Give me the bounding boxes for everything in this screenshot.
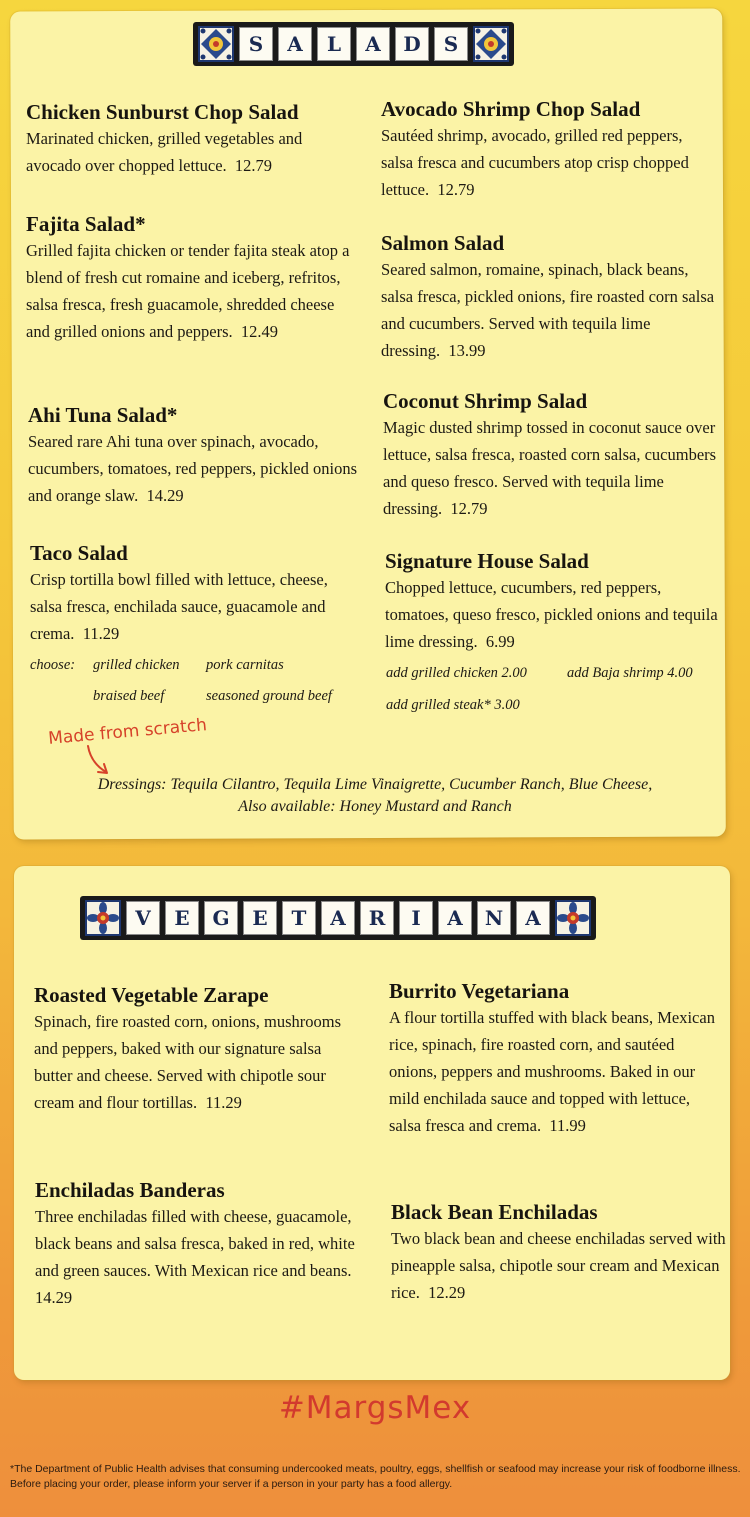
item-description: Seared salmon, romaine, spinach, black beans, salsa fresca, pickled onions, fire roasted corn salsa and cucumbers. Served with tequila lime dressing. 13.99 — [381, 260, 715, 360]
talavera-tile-icon — [555, 900, 591, 936]
made-from-scratch-note: Made from scratch — [47, 715, 208, 749]
heading-letter: A — [438, 901, 472, 935]
item-name: Enchiladas Banderas — [35, 1178, 225, 1202]
menu-item — [35, 1177, 365, 1311]
heading-letter: E — [165, 901, 199, 935]
dressings-also-available: Also available: Honey Mustard and Ranch — [238, 798, 512, 815]
item-description: A flour tortilla stuffed with black beans, Mexican rice, spinach, fire roasted corn, and sautéed onions, peppers and mushrooms. Baked in our mild enchilada sauce and topped with lettuce, salsa fresca and crema. 11.99 — [389, 1008, 715, 1135]
heading-letter: G — [204, 901, 238, 935]
menu-item — [26, 211, 356, 345]
item-price: 14.29 — [146, 486, 184, 505]
item-description: Sautéed shrimp, avocado, grilled red peppers, salsa fresca and cucumbers atop crisp chopped lettuce. 12.79 — [381, 126, 689, 199]
heading-letter: A — [356, 27, 390, 61]
item-name: Chicken Sunburst Chop Salad — [26, 100, 299, 124]
heading-letter: S — [239, 27, 273, 61]
item-description: Marinated chicken, grilled vegetables and avocado over chopped lettuce. 12.79 — [26, 129, 303, 175]
item-name: Fajita Salad* — [26, 212, 146, 236]
menu-item — [34, 982, 354, 1116]
item-name: Roasted Vegetable Zarape — [34, 983, 269, 1007]
hashtag: #MargsMex — [278, 1390, 472, 1426]
item-description: Two black bean and cheese enchiladas served with pineapple salsa, chipotle sour cream and Mexican rice. 12.29 — [391, 1229, 726, 1302]
talavera-tile-icon — [473, 26, 509, 62]
house-addon: add grilled steak* 3.00 — [386, 697, 520, 713]
heading-letter: A — [321, 901, 355, 935]
taco-option: grilled chicken — [93, 657, 180, 673]
taco-option: braised beef — [93, 688, 165, 704]
item-name: Black Bean Enchiladas — [391, 1200, 598, 1224]
heading-letter: S — [434, 27, 468, 61]
salads-heading-banner — [193, 22, 514, 66]
heading-letter: T — [282, 901, 316, 935]
item-price: 12.49 — [240, 322, 279, 341]
item-name: Avocado Shrimp Chop Salad — [381, 97, 641, 121]
item-name: Salmon Salad — [381, 231, 505, 255]
item-description: Three enchiladas filled with cheese, guacamole, black beans and salsa fresca, baked in red, white and green sauces. With Mexican rice and beans. 14.29 — [35, 1207, 355, 1307]
menu-item — [30, 540, 348, 647]
item-price: 12.79 — [234, 156, 273, 175]
item-description: Magic dusted shrimp tossed in coconut sauce over lettuce, salsa fresca, roasted corn salsa, cucumbers and queso fresco. Served with tequila lime dressing. 12.79 — [383, 418, 717, 518]
item-price: 14.29 — [35, 1288, 73, 1307]
menu-item — [391, 1199, 726, 1306]
heading-letter: A — [278, 27, 312, 61]
item-price: 11.29 — [205, 1093, 242, 1112]
vegetariana-heading-banner — [80, 896, 596, 940]
item-price: 6.99 — [485, 632, 515, 651]
menu-item — [383, 388, 718, 522]
item-name: Signature House Salad — [385, 549, 589, 573]
heading-letter: L — [317, 27, 351, 61]
taco-choose-label: choose: — [30, 657, 76, 673]
disclaimer-line: Before placing your order, please inform your server if a person in your party has a food allergy. — [10, 1478, 453, 1490]
menu-item — [381, 96, 711, 203]
talavera-tile-icon — [85, 900, 121, 936]
menu-item — [385, 548, 720, 655]
dressings-line: Dressings: Tequila Cilantro, Tequila Lime Vinaigrette, Cucumber Ranch, Blue Cheese, — [97, 776, 653, 793]
health-disclaimer — [10, 1462, 742, 1492]
talavera-tile-icon — [198, 26, 234, 62]
item-description: Grilled fajita chicken or tender fajita steak atop a blend of fresh cut romaine and iceberg, refritos, salsa fresca, fresh guacamole, shredded cheese and grilled onions and peppers. 12.49 — [26, 241, 350, 341]
item-price: 11.99 — [549, 1116, 586, 1135]
item-description: Crisp tortilla bowl filled with lettuce, cheese, salsa fresca, enchilada sauce, guacamole and crema. 11.29 — [30, 570, 328, 643]
house-addon: add grilled chicken 2.00 — [386, 665, 527, 681]
menu-item — [26, 99, 361, 179]
item-price: 12.29 — [428, 1283, 466, 1302]
taco-option: pork carnitas — [206, 657, 284, 673]
item-name: Burrito Vegetariana — [389, 979, 570, 1003]
item-price: 11.29 — [82, 624, 120, 643]
item-description: Spinach, fire roasted corn, onions, mushrooms and peppers, baked with our signature salsa butter and cheese. Served with chipotle sour cream and flour tortillas. 11.29 — [34, 1012, 342, 1112]
menu-item — [381, 230, 716, 364]
taco-option: seasoned ground beef — [206, 688, 332, 704]
house-addon: add Baja shrimp 4.00 — [567, 665, 693, 681]
item-description: Seared rare Ahi tuna over spinach, avocado, cucumbers, tomatoes, red peppers, pickled onions and orange slaw. 14.29 — [28, 432, 357, 505]
item-price: 12.79 — [437, 180, 475, 199]
heading-letter: A — [516, 901, 550, 935]
heading-letter: D — [395, 27, 429, 61]
item-name: Coconut Shrimp Salad — [383, 389, 588, 413]
item-description: Chopped lettuce, cucumbers, red peppers, tomatoes, queso fresco, pickled onions and tequila lime dressing. 6.99 — [385, 578, 718, 651]
item-price: 13.99 — [448, 341, 486, 360]
heading-letter: V — [126, 901, 160, 935]
item-name: Taco Salad — [30, 541, 128, 565]
heading-letter: R — [360, 901, 394, 935]
heading-letter: N — [477, 901, 511, 935]
menu-item — [28, 402, 358, 509]
item-price: 12.79 — [450, 499, 488, 518]
disclaimer-line: *The Department of Public Health advises that consuming undercooked meats, poultry, eggs, shellfish or seafood may increase your risk of foodborne illness. — [10, 1463, 741, 1475]
item-name: Ahi Tuna Salad* — [28, 403, 178, 427]
menu-item — [389, 978, 724, 1139]
heading-letter: E — [243, 901, 277, 935]
heading-letter: I — [399, 901, 433, 935]
